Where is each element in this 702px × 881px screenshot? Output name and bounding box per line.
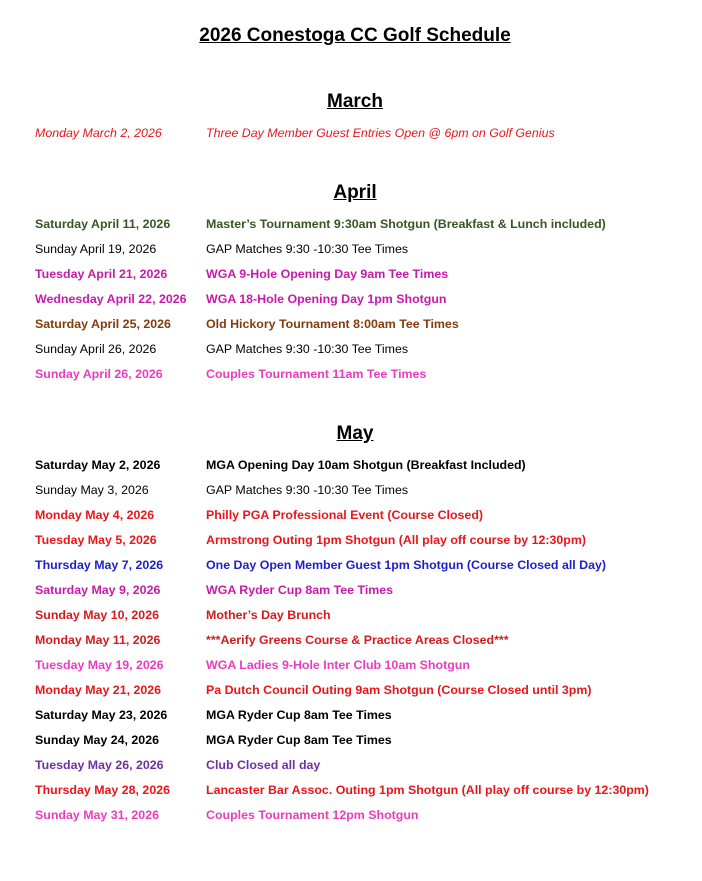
event-description: WGA 9-Hole Opening Day 9am Tee Times bbox=[206, 267, 449, 281]
event-date: Tuesday May 5, 2026 bbox=[35, 533, 157, 547]
event-description: Old Hickory Tournament 8:00am Tee Times bbox=[206, 317, 459, 331]
event-date: Tuesday May 19, 2026 bbox=[35, 658, 164, 672]
event-description: GAP Matches 9:30 -10:30 Tee Times bbox=[206, 483, 409, 497]
event-date: Monday May 4, 2026 bbox=[35, 508, 155, 522]
month-heading-march: March bbox=[327, 91, 383, 112]
event-description: WGA 18-Hole Opening Day 1pm Shotgun bbox=[206, 292, 447, 306]
event-date: Monday May 11, 2026 bbox=[35, 633, 161, 647]
event-date: Monday May 21, 2026 bbox=[35, 683, 162, 697]
event-date: Tuesday May 26, 2026 bbox=[35, 758, 164, 772]
event-date: Saturday May 9, 2026 bbox=[35, 583, 161, 597]
event-date: Thursday May 28, 2026 bbox=[35, 783, 170, 797]
month-heading-april: April bbox=[333, 182, 377, 203]
event-date: Sunday April 19, 2026 bbox=[35, 242, 157, 256]
event-date: Sunday May 10, 2026 bbox=[35, 608, 159, 622]
event-date: Wednesday April 22, 2026 bbox=[35, 292, 187, 306]
event-date: Sunday May 24, 2026 bbox=[35, 733, 159, 747]
month-heading-may: May bbox=[336, 423, 374, 444]
event-description: One Day Open Member Guest 1pm Shotgun (Course Closed all Day) bbox=[206, 558, 607, 572]
event-description: Philly PGA Professional Event (Course Closed) bbox=[206, 508, 484, 522]
event-date: Sunday April 26, 2026 bbox=[35, 367, 163, 381]
event-description: Lancaster Bar Assoc. Outing 1pm Shotgun (All play off course by 12:30pm) bbox=[206, 783, 649, 797]
event-date: Thursday May 7, 2026 bbox=[35, 558, 164, 572]
event-description: GAP Matches 9:30 -10:30 Tee Times bbox=[206, 242, 409, 256]
event-date: Sunday April 26, 2026 bbox=[35, 342, 157, 356]
event-description: Couples Tournament 12pm Shotgun bbox=[206, 808, 419, 822]
event-description: WGA Ladies 9-Hole Inter Club 10am Shotgun bbox=[206, 658, 470, 672]
page-title: 2026 Conestoga CC Golf Schedule bbox=[199, 25, 511, 46]
event-date: Sunday May 3, 2026 bbox=[35, 483, 149, 497]
event-description: WGA Ryder Cup 8am Tee Times bbox=[206, 583, 394, 597]
event-date: Sunday May 31, 2026 bbox=[35, 808, 159, 822]
event-date: Saturday April 25, 2026 bbox=[35, 317, 171, 331]
event-description: MGA Ryder Cup 8am Tee Times bbox=[206, 733, 392, 747]
event-date: Tuesday April 21, 2026 bbox=[35, 267, 168, 281]
event-description: Pa Dutch Council Outing 9am Shotgun (Course Closed until 3pm) bbox=[206, 683, 592, 697]
event-description: MGA Ryder Cup 8am Tee Times bbox=[206, 708, 392, 722]
event-description: ***Aerify Greens Course & Practice Areas Closed*** bbox=[206, 633, 509, 647]
event-description: Master’s Tournament 9:30am Shotgun (Breakfast & Lunch included) bbox=[206, 217, 606, 231]
event-description: Armstrong Outing 1pm Shotgun (All play off course by 12:30pm) bbox=[206, 533, 587, 547]
event-description: Three Day Member Guest Entries Open @ 6pm on Golf Genius bbox=[206, 126, 555, 140]
event-description: Mother’s Day Brunch bbox=[206, 608, 331, 622]
event-description: Club Closed all day bbox=[206, 758, 321, 772]
event-description: MGA Opening Day 10am Shotgun (Breakfast Included) bbox=[206, 458, 526, 472]
event-date: Saturday May 2, 2026 bbox=[35, 458, 161, 472]
event-date: Monday March 2, 2026 bbox=[35, 126, 162, 140]
event-description: GAP Matches 9:30 -10:30 Tee Times bbox=[206, 342, 409, 356]
event-description: Couples Tournament 11am Tee Times bbox=[206, 367, 427, 381]
event-date: Saturday April 11, 2026 bbox=[35, 217, 171, 231]
event-date: Saturday May 23, 2026 bbox=[35, 708, 168, 722]
